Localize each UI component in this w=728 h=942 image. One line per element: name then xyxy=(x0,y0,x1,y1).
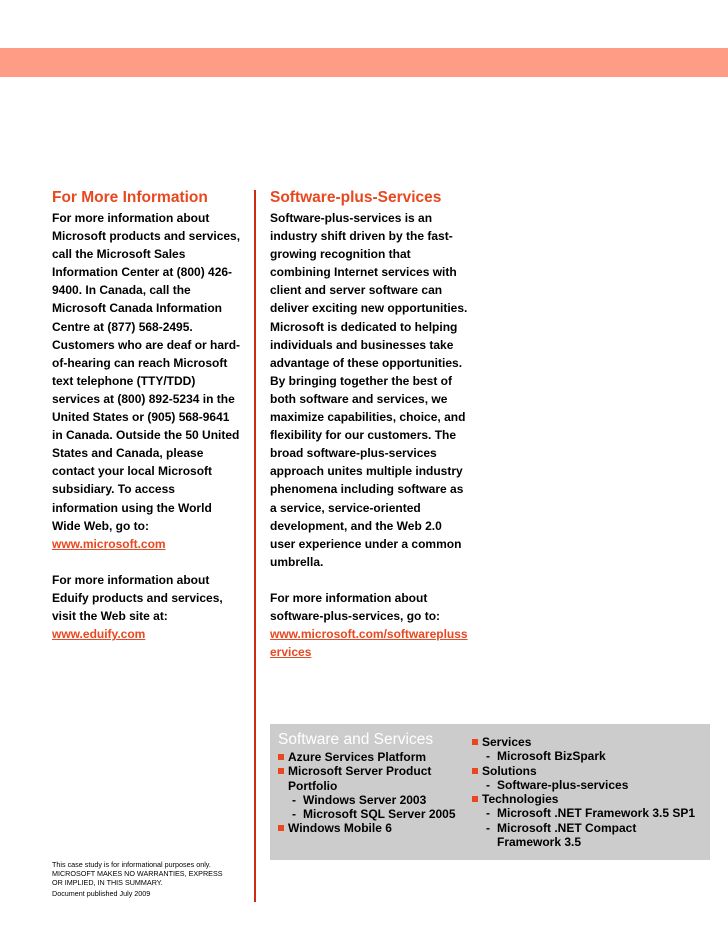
list-item-label: Services xyxy=(482,735,532,749)
publication-date: Document published July 2009 xyxy=(52,889,151,898)
sub-item-label: Microsoft BizSpark xyxy=(497,749,606,764)
sub-list-item xyxy=(472,749,702,763)
sub-list-item xyxy=(278,793,468,807)
list-item xyxy=(472,792,702,806)
microsoft-link[interactable]: www.microsoft.com xyxy=(52,536,166,551)
contact-text: For more information about Microsoft products and services, call the Microsoft Sales Information Center at (800) 426-9400. In Canada, call the Microsoft Canada Information Centre at (877) 568-2495. Customers who are deaf or hard-of-hearing can reach Microsoft text telephone (TTY/TDD) services at (800) 892-5234 in the United States or (905) 568-9641 in Canada. Outside the 50 United States and Canada, please contact your local Microsoft subsidiary. To access information using the World Wide Web, go to: xyxy=(52,211,241,533)
legal-disclaimer: This case study is for informational purposes only. MICROSOFT MAKES NO WARRANTIES, EXPRESS OR IMPLIED, IN THIS SUMMARY. xyxy=(52,860,223,887)
for-more-information-heading: For More Information xyxy=(52,189,208,206)
sidebox-right-list xyxy=(472,735,702,849)
sub-list-item xyxy=(472,821,702,850)
software-plus-services-link[interactable]: www.microsoft.com/softwareplusservices xyxy=(270,627,468,660)
list-item-label: Solutions xyxy=(482,763,537,778)
eduify-paragraph xyxy=(52,571,242,643)
list-item xyxy=(278,750,468,764)
software-plus-services-column xyxy=(270,188,470,679)
sub-item-label: Windows Server 2003 xyxy=(303,792,427,807)
sub-item-label: Software-plus-services xyxy=(497,777,629,792)
header-color-band xyxy=(0,48,728,77)
sps-more-info-paragraph xyxy=(270,589,470,661)
dash-bullet: - xyxy=(486,820,490,835)
sub-list-item xyxy=(472,778,702,792)
contact-paragraph xyxy=(52,209,242,553)
square-bullet-icon xyxy=(278,768,284,774)
sidebox-left-list xyxy=(278,750,468,836)
eduify-text: For more information about Eduify products and services, visit the Web site at: xyxy=(52,572,223,623)
sub-item-label: Microsoft .NET Framework 3.5 SP1 xyxy=(497,806,696,821)
dash-bullet: - xyxy=(292,807,296,822)
dash-bullet: - xyxy=(292,792,296,807)
square-bullet-icon xyxy=(278,754,284,760)
column-divider xyxy=(254,190,256,902)
dash-bullet: - xyxy=(486,749,490,764)
software-plus-services-heading: Software-plus-Services xyxy=(270,189,442,206)
list-item-label: Technologies xyxy=(482,792,559,807)
sps-more-info-text: For more information about software-plus-services, go to: xyxy=(270,590,441,623)
list-item-label: Windows Mobile 6 xyxy=(288,821,392,836)
list-item xyxy=(278,764,468,793)
list-item xyxy=(472,764,702,778)
square-bullet-icon xyxy=(472,796,478,802)
list-item-label: Microsoft Server Product Portfolio xyxy=(288,764,432,793)
software-and-services-box xyxy=(270,724,710,860)
sub-list-item xyxy=(278,807,468,821)
for-more-information-column xyxy=(52,188,242,661)
sub-item-label: Microsoft SQL Server 2005 xyxy=(303,807,456,822)
square-bullet-icon xyxy=(472,739,478,745)
eduify-link[interactable]: www.eduify.com xyxy=(52,627,146,642)
sub-list-item xyxy=(472,806,702,820)
list-item-label: Azure Services Platform xyxy=(288,750,427,764)
dash-bullet: - xyxy=(486,806,490,821)
sps-description: Software-plus-services is an industry shift driven by the fast-growing recognition that combining Internet services with client and server software can deliver exciting new opportunities. Microsoft is dedicated to helping individuals and businesses take advantage of these opportunities. By bringing together the best of both software and services, we maximize capabilities, choice, and flexibility for our customers. The broad software-plus-services approach unites multiple industry phenomena including software as a service, service-oriented development, and the Web 2.0 user experience under a common umbrella. xyxy=(270,211,468,569)
square-bullet-icon xyxy=(472,768,478,774)
dash-bullet: - xyxy=(486,777,490,792)
list-item xyxy=(278,821,468,835)
list-item xyxy=(472,735,702,749)
sidebox-title: Software and Services xyxy=(278,731,434,748)
sub-item-label: Microsoft .NET Compact Framework 3.5 xyxy=(497,820,637,850)
square-bullet-icon xyxy=(278,825,284,831)
